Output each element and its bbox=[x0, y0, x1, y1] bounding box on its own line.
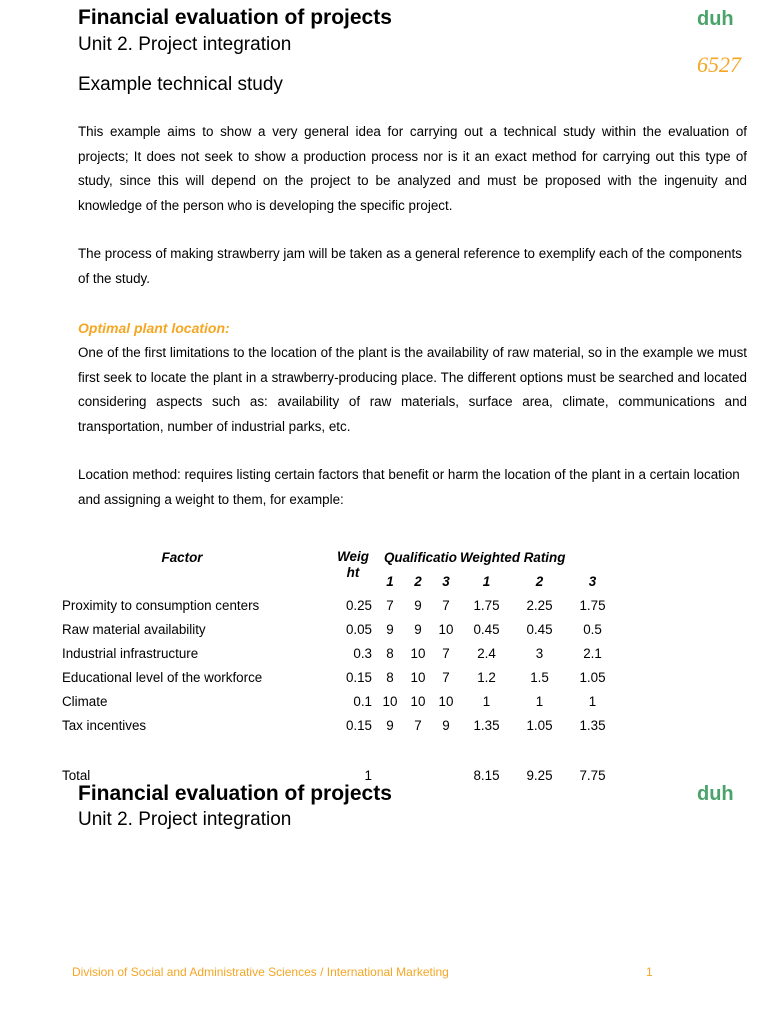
header-q1: 1 bbox=[386, 573, 394, 589]
reference-paragraph: The process of making strawberry jam will be taken as a general reference to exemplify each of the components of the study. bbox=[78, 246, 742, 286]
table-row bbox=[62, 641, 619, 665]
total-weight: 1 bbox=[364, 767, 372, 783]
header-w1: 1 bbox=[482, 573, 491, 589]
table-row bbox=[62, 713, 619, 737]
qualification-2-cell: 10 bbox=[410, 693, 426, 709]
weight-cell: 0.15 bbox=[345, 669, 372, 685]
header-q3: 3 bbox=[442, 573, 450, 589]
weighted-2-cell: 1.5 bbox=[530, 669, 549, 685]
weighted-1-cell: 2.4 bbox=[477, 645, 496, 661]
table-header-row bbox=[62, 545, 619, 569]
header-w2: 2 bbox=[535, 573, 544, 589]
weighted-2-cell: 1.05 bbox=[526, 717, 553, 733]
qualification-1-cell: 8 bbox=[386, 645, 394, 661]
total-label: Total bbox=[62, 767, 91, 783]
method-paragraph: Location method: requires listing certain factors that benefit or harm the location of the plant in a certain location and assigning a weight to them, for example: bbox=[78, 467, 740, 507]
weighted-1-cell: 1.75 bbox=[473, 597, 500, 613]
factor-cell: Proximity to consumption centers bbox=[62, 597, 260, 613]
weighted-1-cell: 1.35 bbox=[473, 717, 500, 733]
unit-subtitle: Unit 2. Project integration bbox=[78, 34, 292, 55]
section-title: Example technical study bbox=[78, 74, 283, 95]
weight-cell: 0.25 bbox=[345, 597, 372, 613]
duh-logo-2: duh bbox=[697, 783, 734, 805]
weight-cell: 0.3 bbox=[353, 645, 372, 661]
qualification-3-cell: 9 bbox=[442, 717, 450, 733]
intro-paragraph: This example aims to show a very general idea for carrying out a technical study within the evaluation of projects; It does not seek to show a production process nor is it an exact method for carrying out this type of study, since this will depend on the project to be analyzed and must be proposed with the ingenuity and knowledge of the person who is developing the specific project. bbox=[78, 124, 747, 213]
weighted-3-cell: 0.5 bbox=[583, 621, 602, 637]
qualification-3-cell: 10 bbox=[438, 693, 454, 709]
qualification-3-cell: 7 bbox=[442, 669, 450, 685]
weighted-3-cell: 1.35 bbox=[579, 717, 606, 733]
weighted-3-cell: 1.05 bbox=[579, 669, 606, 685]
qualification-1-cell: 8 bbox=[386, 669, 394, 685]
qualification-1-cell: 9 bbox=[386, 717, 394, 733]
total-w2: 9.25 bbox=[526, 767, 553, 783]
empty-cell bbox=[404, 763, 432, 787]
qualification-2-cell: 9 bbox=[414, 621, 422, 637]
document-code: 6527 bbox=[697, 52, 741, 77]
page-number: 1 bbox=[646, 965, 653, 979]
page-title: Financial evaluation of projects bbox=[78, 6, 392, 29]
total-w3: 7.75 bbox=[579, 767, 606, 783]
duh-logo: duh bbox=[697, 8, 734, 30]
header-factor: Factor bbox=[161, 549, 203, 565]
qualification-2-cell: 10 bbox=[410, 645, 426, 661]
weighted-3-cell: 1.75 bbox=[579, 597, 606, 613]
weighted-1-cell: 1 bbox=[482, 693, 491, 709]
qualification-3-cell: 10 bbox=[438, 621, 454, 637]
page-title-2: Financial evaluation of projects bbox=[78, 782, 392, 805]
weighted-2-cell: 0.45 bbox=[526, 621, 553, 637]
table-row bbox=[62, 617, 619, 641]
qualification-1-cell: 9 bbox=[386, 621, 394, 637]
factor-cell: Climate bbox=[62, 693, 108, 709]
header-qualification: Qualificatio bbox=[384, 549, 457, 565]
weighted-1-cell: 0.45 bbox=[473, 621, 500, 637]
weight-cell: 0.15 bbox=[345, 717, 372, 733]
unit-subtitle-2: Unit 2. Project integration bbox=[78, 809, 292, 830]
weight-cell: 0.05 bbox=[345, 621, 372, 637]
location-factors-table bbox=[62, 545, 619, 787]
factor-cell: Raw material availability bbox=[62, 621, 206, 637]
weighted-2-cell: 1 bbox=[535, 693, 544, 709]
factor-cell: Educational level of the workforce bbox=[62, 669, 263, 685]
spacer-row bbox=[62, 737, 619, 763]
qualification-3-cell: 7 bbox=[442, 597, 450, 613]
weighted-2-cell: 3 bbox=[535, 645, 544, 661]
weighted-3-cell: 2.1 bbox=[583, 645, 602, 661]
empty-cell bbox=[62, 569, 322, 593]
table-row bbox=[62, 689, 619, 713]
qualification-2-cell: 9 bbox=[414, 597, 422, 613]
weighted-1-cell: 1.2 bbox=[477, 669, 496, 685]
weight-cell: 0.1 bbox=[353, 693, 372, 709]
header-weight: Weig ht bbox=[337, 549, 369, 580]
header-q2: 2 bbox=[414, 573, 422, 589]
qualification-2-cell: 7 bbox=[414, 717, 422, 733]
total-w1: 8.15 bbox=[473, 767, 500, 783]
footer-text: Division of Social and Administrative Sciences / International Marketing bbox=[72, 965, 449, 979]
qualification-1-cell: 7 bbox=[386, 597, 394, 613]
location-paragraph: One of the first limitations to the location of the plant is the availability of raw material, so in the example we must first seek to locate the plant in a strawberry-producing place. The different options must be searched and located considering aspects such as: availability of raw materials, surface area, climate, communications and transportation, number of industrial parks, etc. bbox=[78, 345, 747, 434]
table-row bbox=[62, 665, 619, 689]
location-heading: Optimal plant location: bbox=[78, 320, 230, 336]
header-weighted-rating: Weighted Rating bbox=[460, 549, 566, 565]
header-w3: 3 bbox=[588, 573, 597, 589]
factor-cell: Industrial infrastructure bbox=[62, 645, 199, 661]
qualification-2-cell: 10 bbox=[410, 669, 426, 685]
empty-cell bbox=[432, 763, 460, 787]
factor-cell: Tax incentives bbox=[62, 717, 147, 733]
qualification-1-cell: 10 bbox=[382, 693, 398, 709]
table-row bbox=[62, 593, 619, 617]
weighted-3-cell: 1 bbox=[588, 693, 597, 709]
weighted-2-cell: 2.25 bbox=[526, 597, 553, 613]
qualification-3-cell: 7 bbox=[442, 645, 450, 661]
